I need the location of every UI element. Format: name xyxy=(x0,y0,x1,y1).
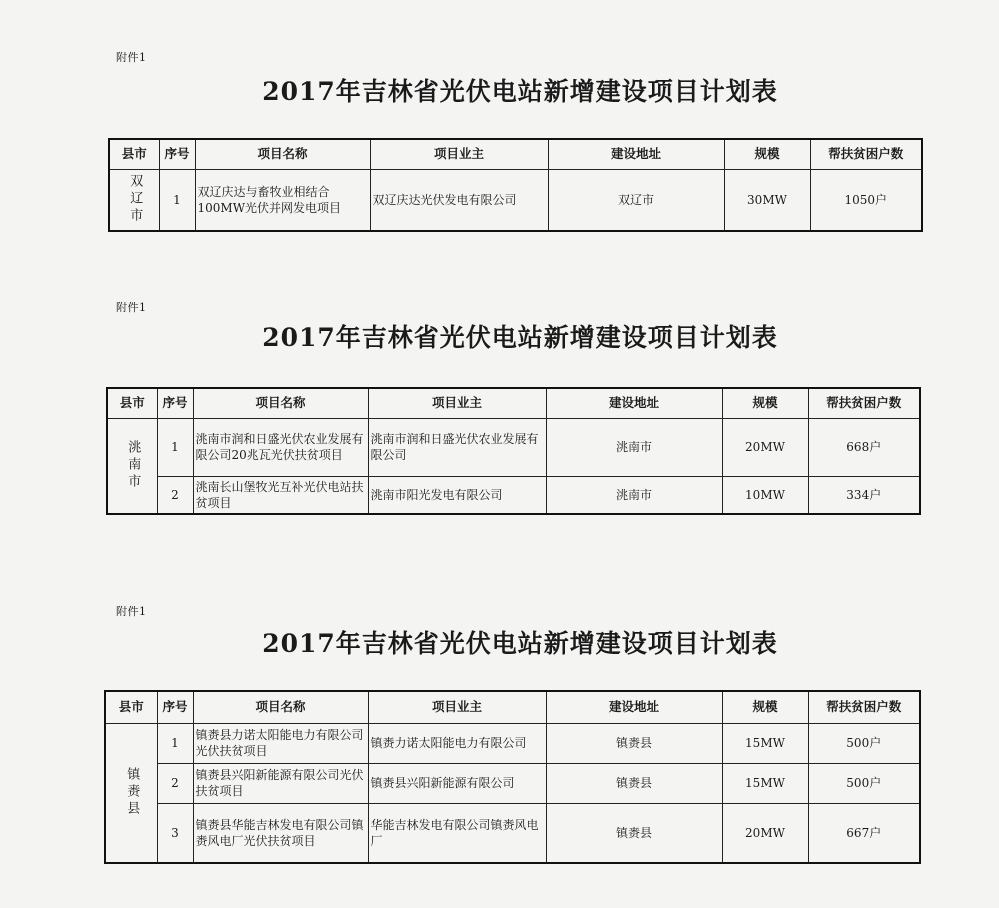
project-name-cell: 双辽庆达与畜牧业相结合100MW光伏并网发电项目 xyxy=(195,169,370,231)
attachment-label: 附件1 xyxy=(116,605,147,618)
owner-cell: 双辽庆达光伏发电有限公司 xyxy=(370,169,548,231)
table-header-row xyxy=(107,388,920,418)
households-cell: 668户 xyxy=(808,418,920,476)
project-plan-table xyxy=(106,387,921,515)
scale-cell: 10MW xyxy=(722,476,808,514)
row-number: 2 xyxy=(157,476,193,514)
header-households: 帮扶贫困户数 xyxy=(810,139,922,169)
header-number: 序号 xyxy=(157,388,193,418)
row-number: 1 xyxy=(159,169,195,231)
county-cell: 双辽市 xyxy=(109,169,159,231)
owner-cell: 镇赉县兴阳新能源有限公司 xyxy=(368,763,546,803)
address-cell: 镇赉县 xyxy=(546,723,722,763)
owner-cell: 洮南市润和日盛光伏农业发展有限公司 xyxy=(368,418,546,476)
document-title: 2017年吉林省光伏电站新增建设项目计划表 xyxy=(262,323,778,352)
project-name-cell: 洮南长山堡牧光互补光伏电站扶贫项目 xyxy=(193,476,368,514)
header-owner: 项目业主 xyxy=(368,388,546,418)
attachment-label: 附件1 xyxy=(116,301,147,314)
scale-cell: 15MW xyxy=(722,763,808,803)
table-row xyxy=(105,723,920,763)
owner-cell: 镇赉力诺太阳能电力有限公司 xyxy=(368,723,546,763)
header-number: 序号 xyxy=(157,691,193,723)
households-cell: 1050户 xyxy=(810,169,922,231)
table-row xyxy=(105,763,920,803)
address-cell: 镇赉县 xyxy=(546,803,722,863)
document-title: 2017年吉林省光伏电站新增建设项目计划表 xyxy=(262,77,778,106)
header-scale: 规模 xyxy=(722,388,808,418)
header-project-name: 项目名称 xyxy=(193,388,368,418)
header-households: 帮扶贫困户数 xyxy=(808,691,920,723)
scale-cell: 15MW xyxy=(722,723,808,763)
address-cell: 镇赉县 xyxy=(546,763,722,803)
project-plan-table xyxy=(108,138,923,232)
scale-cell: 20MW xyxy=(722,803,808,863)
households-cell: 500户 xyxy=(808,763,920,803)
header-county: 县市 xyxy=(109,139,159,169)
county-cell: 洮南市 xyxy=(107,418,157,514)
document-title: 2017年吉林省光伏电站新增建设项目计划表 xyxy=(262,629,778,658)
header-households: 帮扶贫困户数 xyxy=(808,388,920,418)
attachment-label: 附件1 xyxy=(116,51,147,64)
project-name-cell: 镇赉县兴阳新能源有限公司光伏扶贫项目 xyxy=(193,763,368,803)
project-name-cell: 洮南市润和日盛光伏农业发展有限公司20兆瓦光伏扶贫项目 xyxy=(193,418,368,476)
scale-cell: 20MW xyxy=(722,418,808,476)
row-number: 1 xyxy=(157,723,193,763)
households-cell: 500户 xyxy=(808,723,920,763)
county-cell: 镇赉县 xyxy=(105,723,157,863)
header-owner: 项目业主 xyxy=(368,691,546,723)
header-number: 序号 xyxy=(159,139,195,169)
header-owner: 项目业主 xyxy=(370,139,548,169)
owner-cell: 华能吉林发电有限公司镇赉风电厂 xyxy=(368,803,546,863)
header-project-name: 项目名称 xyxy=(193,691,368,723)
table-row xyxy=(107,418,920,476)
header-project-name: 项目名称 xyxy=(195,139,370,169)
row-number: 2 xyxy=(157,763,193,803)
table-row xyxy=(109,169,922,231)
header-address: 建设地址 xyxy=(546,388,722,418)
project-name-cell: 镇赉县力诺太阳能电力有限公司光伏扶贫项目 xyxy=(193,723,368,763)
row-number: 3 xyxy=(157,803,193,863)
project-name-cell: 镇赉县华能吉林发电有限公司镇赉风电厂光伏扶贫项目 xyxy=(193,803,368,863)
households-cell: 667户 xyxy=(808,803,920,863)
header-address: 建设地址 xyxy=(546,691,722,723)
header-scale: 规模 xyxy=(722,691,808,723)
table-row xyxy=(107,476,920,514)
header-scale: 规模 xyxy=(724,139,810,169)
table-header-row xyxy=(105,691,920,723)
scale-cell: 30MW xyxy=(724,169,810,231)
address-cell: 洮南市 xyxy=(546,476,722,514)
project-plan-table xyxy=(104,690,921,864)
header-county: 县市 xyxy=(105,691,157,723)
header-county: 县市 xyxy=(107,388,157,418)
address-cell: 洮南市 xyxy=(546,418,722,476)
address-cell: 双辽市 xyxy=(548,169,724,231)
row-number: 1 xyxy=(157,418,193,476)
header-address: 建设地址 xyxy=(548,139,724,169)
households-cell: 334户 xyxy=(808,476,920,514)
table-header-row xyxy=(109,139,922,169)
owner-cell: 洮南市阳光发电有限公司 xyxy=(368,476,546,514)
table-row xyxy=(105,803,920,863)
